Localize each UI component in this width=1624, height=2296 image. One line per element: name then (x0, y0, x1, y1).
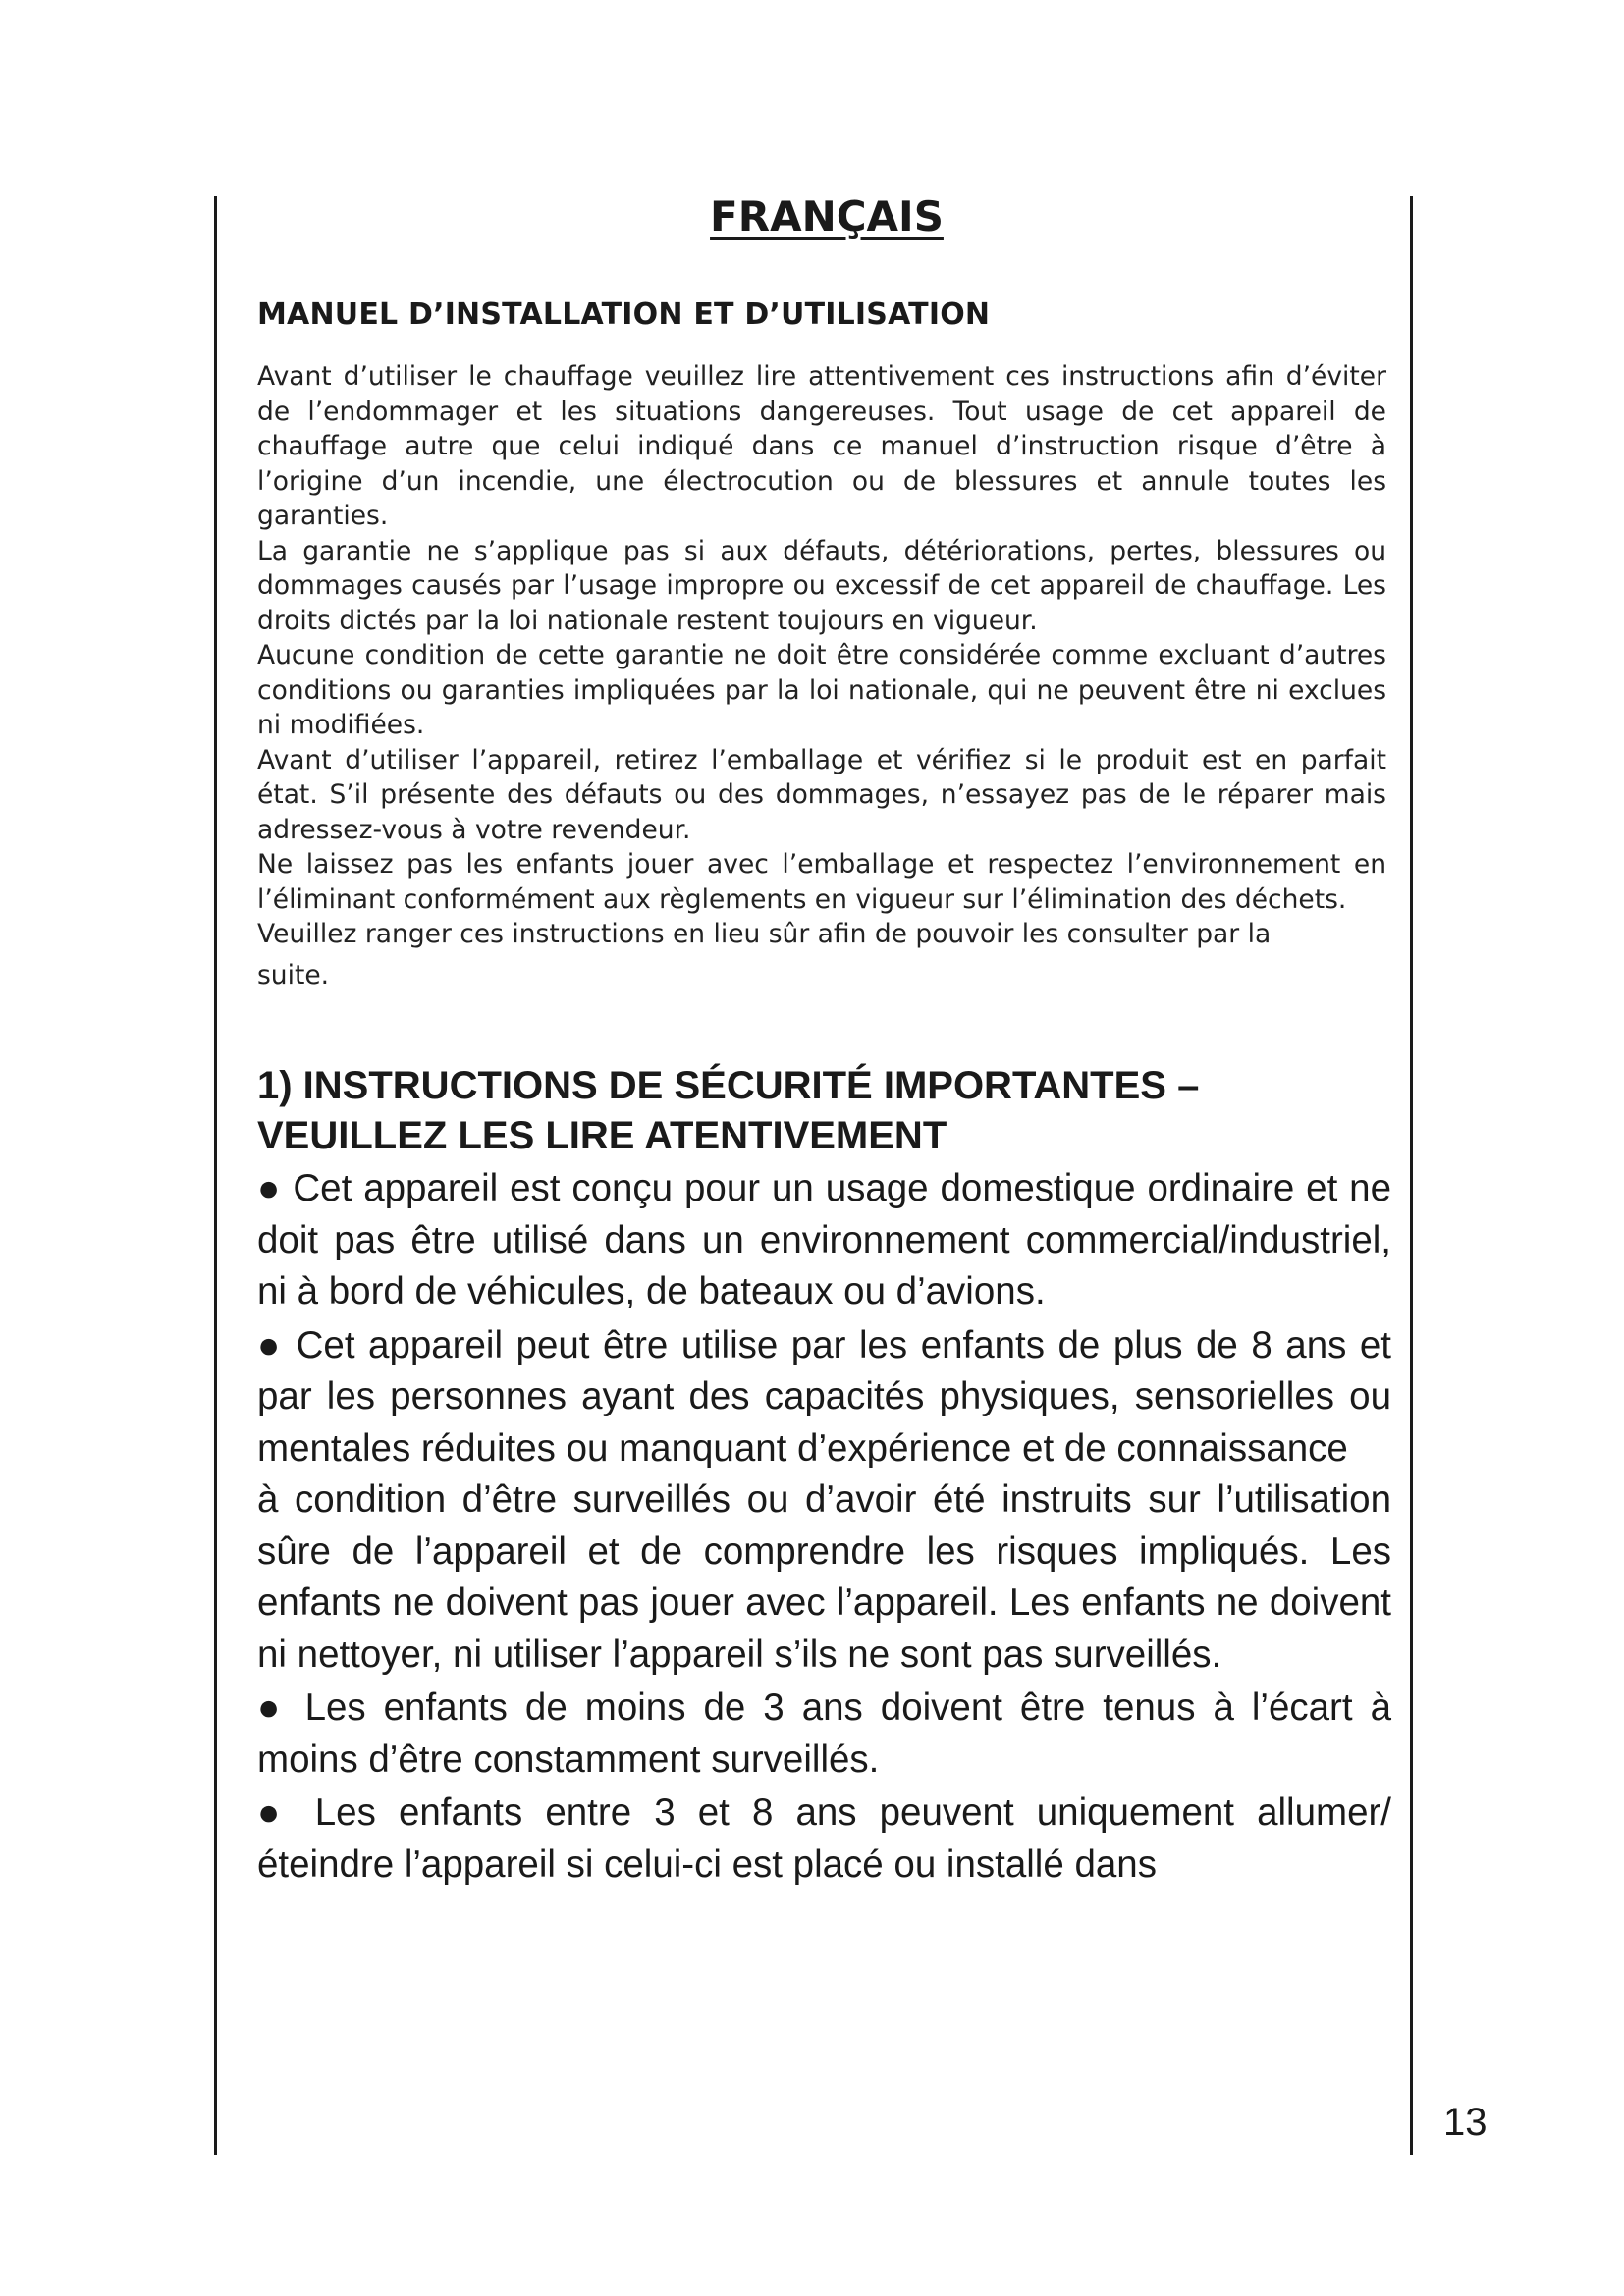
safety-section (257, 1163, 1391, 1891)
page-number: 13 (1443, 2101, 1488, 2144)
safety-paragraph: ● Cet appareil est conçu pour un usage domestique ordinaire et ne doit pas être utilisé dans un environnement commercial/industriel, ni à bord de véhicules, de bateaux ou d’avions. (257, 1167, 1391, 1312)
right-margin-rule (1410, 196, 1413, 2155)
safety-heading (257, 1061, 1386, 1161)
safety-heading-line-2: VEUILLEZ LES LIRE ATENTIVEMENT (257, 1114, 947, 1157)
intro-paragraph: Ne laissez pas les enfants jouer avec l’emballage et respectez l’environnement en l’éliminant conformément aux règlements en vigueur sur l’élimination des déchets. (257, 849, 1386, 915)
left-margin-rule (214, 196, 217, 2155)
safety-paragraph: ● Les enfants de moins de 3 ans doivent être tenus à l’écart à moins d’être constamment surveillés. (257, 1686, 1391, 1781)
intro-paragraph: Veuillez ranger ces instructions en lieu sûr afin de pouvoir les consulter par la (257, 919, 1272, 949)
language-title: FRANÇAIS (710, 192, 944, 240)
safety-paragraph: ● Cet appareil peut être utilise par les enfants de plus de 8 ans et par les personnes ayant des capacités physiques, sensorielles ou mentales réduites ou manquant d’expérience et de connaissance (257, 1323, 1391, 1469)
intro-section (257, 359, 1386, 992)
intro-paragraph: suite. (257, 959, 330, 990)
intro-paragraph: Aucune condition de cette garantie ne doit être considérée comme excluant d’autres conditions ou garanties impliquées par la loi nationale, qui ne peuvent être ni exclues ni modifiées. (257, 640, 1386, 740)
intro-paragraph: Avant d’utiliser le chauffage veuillez lire attentivement ces instructions afin d’éviter de l’endommager et les situations dangereuses. Tout usage de cet appareil de chauffage autre que celui indiqué dans ce manuel d’instruction risque d’être à l’origine d’un incendie, une électrocution ou de blessures et annule toutes les garanties. (257, 361, 1386, 531)
safety-heading-line-1: 1) INSTRUCTIONS DE SÉCURITÉ IMPORTANTES – (257, 1064, 1200, 1107)
safety-paragraph: ● Les enfants entre 3 et 8 ans peuvent uniquement allumer/éteindre l’appareil si celui-ci est placé ou installé dans (257, 1791, 1391, 1886)
safety-paragraph: à condition d’être surveillés ou d’avoir été instruits sur l’utilisation sûre de l’appareil et de comprendre les risques impliqués. Les enfants ne doivent pas jouer avec l’appareil. Les enfants ne doivent ni nettoyer, ni utiliser l’appareil s’ils ne sont pas surveillés. (257, 1478, 1391, 1676)
page-content (257, 192, 1391, 1891)
manual-title: MANUEL D’INSTALLATION ET D’UTILISATION (257, 297, 991, 332)
intro-paragraph: Avant d’utiliser l’appareil, retirez l’emballage et vérifiez si le produit est en parfait état. S’il présente des défauts ou des dommages, n’essayez pas de le réparer mais adressez-vous à votre revendeur. (257, 744, 1386, 845)
intro-paragraph: La garantie ne s’applique pas si aux défauts, détériorations, pertes, blessures ou dommages causés par l’usage impropre ou excessif de cet appareil de chauffage. Les droits dictés par la loi nationale restent toujours en vigueur. (257, 535, 1386, 636)
